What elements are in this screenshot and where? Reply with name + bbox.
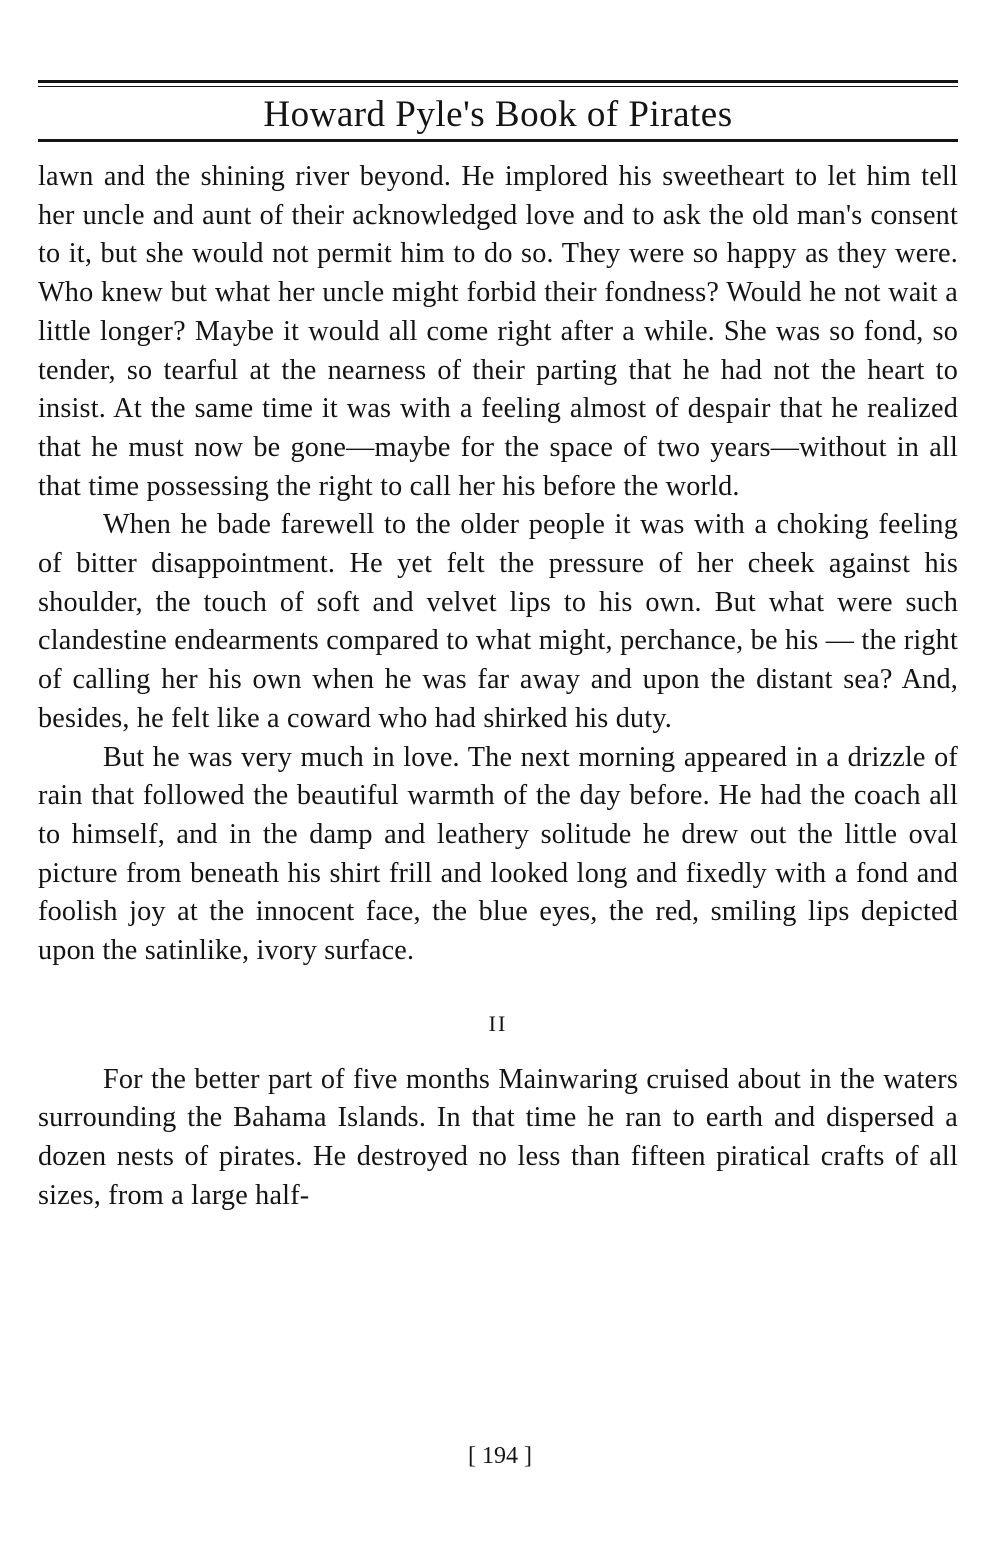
body-text	[38, 158, 958, 1216]
header-double-rule	[38, 80, 958, 87]
header-rule	[38, 139, 958, 142]
paragraph: When he bade farewell to the older people it was with a choking feeling of bitter disappointment. He yet felt the pressure of her cheek against his shoulder, the touch of soft and velvet lips to his own. But what were such clandestine endearments compared to what might, perchance, be his — the right of calling her his own when he was far away and upon the distant sea? And, besides, he felt like a coward who had shirked his duty.	[38, 509, 958, 734]
book-page	[38, 80, 958, 1216]
running-title: Howard Pyle's Book of Pirates	[263, 94, 733, 135]
paragraph: But he was very much in love. The next morning appeared in a drizzle of rain that followed the beautiful warmth of the day before. He had the coach all to himself, and in the damp and leathery solitude he drew out the little oval picture from beneath his shirt frill and looked long and fixedly with a fond and foolish joy at the innocent face, the blue eyes, the red, smiling lips depicted upon the satinlike, ivory surface.	[38, 741, 958, 967]
paragraph: For the better part of five months Mainwaring cruised about in the waters surrounding the Bahama Islands. In that time he ran to earth and dispersed a dozen nests of pirates. He destroyed no less than fifteen piratical crafts of all sizes, from a large half-	[38, 1063, 958, 1211]
paragraph-continued: lawn and the shining river beyond. He implored his sweetheart to let him tell her uncle and aunt of their acknowledged love and to ask the old man's consent to it, but she would not permit him to do so. They were so happy as they were. Who knew but what her uncle might forbid their fondness? Would he not wait a little longer? Maybe it would all come right after a while. She was so fond, so tender, so tearful at the nearness of their parting that he had not the heart to insist. At the same time it was with a feeling almost of despair that he realized that he must now be gone—maybe for the space of two years—without in all that time possessing the right to call her his before the world.	[38, 161, 958, 502]
page-number: [ 194 ]	[468, 1443, 532, 1469]
section-number: II	[488, 1010, 508, 1036]
